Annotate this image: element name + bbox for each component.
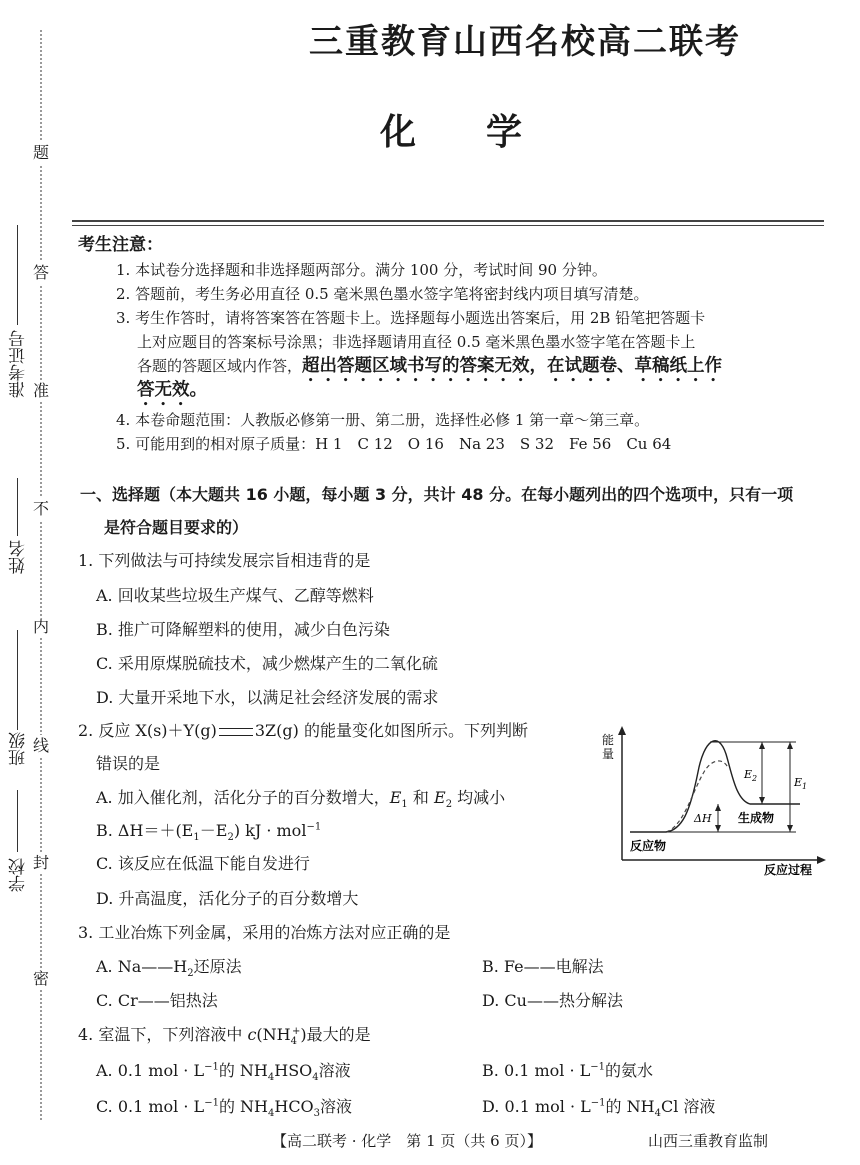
option: C. 0.1 mol · $L^{-1}$的 $NH_4HCO_3$溶液	[96, 1097, 353, 1120]
school-label: 学校	[9, 858, 29, 892]
section-heading: 一、选择题（本大题共 16 小题，每小题 3 分，共计 48 分。在每小题列出的四个选项中，只有一项	[80, 485, 794, 504]
option: B. Fe——电解法	[482, 957, 604, 976]
exam-title: 三重教育山西名校高二联考	[309, 22, 741, 62]
option: C. 采用原煤脱硫技术，减少燃煤产生的二氧化硫	[96, 654, 438, 673]
option: B. 0.1 mol · $L^{-1}$的氨水	[482, 1061, 654, 1080]
question-2-stem: 2. 反应 X(s)＋Y(g) 3Z(g) 的能量变化如图所示。下列判断	[78, 721, 528, 740]
seal-char: 封	[30, 852, 52, 874]
E2-label: $E_2$	[744, 768, 758, 783]
notice-item: 各题的答题区域内作答，超出答题区域书写的答案无效，在试题卷、草稿纸上作	[137, 356, 723, 376]
option: A. 0.1 mol · $L^{-1}$的 $NH_4HSO_4$溶液	[96, 1061, 351, 1084]
section-heading-cont: 是符合题目要求的）	[104, 518, 249, 537]
option: B. $\Delta H=+(E_1-E_2)$ kJ · mol$^{-1}$	[96, 821, 322, 844]
reactant-label: 反应物	[630, 839, 667, 853]
seal-char: 不	[30, 498, 52, 520]
notice-item: 1. 本试卷分选择题和非选择题两部分。满分 100 分，考试时间 90 分钟。	[116, 261, 607, 279]
notice-item: 3. 考生作答时，请将答案答在答题卡上。选择题每小题选出答案后，用 2B 铅笔把答题卡	[116, 309, 706, 327]
question-4-stem: 4. 室温下，下列溶液中 $c(NH_4^+)$最大的是	[78, 1025, 371, 1048]
seal-fill-line	[17, 478, 18, 536]
option: D. Cu——热分解法	[482, 991, 623, 1010]
seal-char: 线	[30, 735, 52, 757]
option: C. Cr——铝热法	[96, 991, 218, 1010]
option: D. 大量开采地下水，以满足社会经济发展的需求	[96, 688, 439, 707]
equilibrium-sign	[219, 728, 253, 736]
seal-dotted-line	[40, 30, 42, 1120]
option: A. $Na——H_2$还原法	[96, 957, 242, 980]
y-axis-label: 量	[602, 747, 615, 761]
option: C. 该反应在低温下能自发进行	[96, 854, 310, 873]
seal-fill-line	[17, 790, 18, 852]
emphasis-text: 答无效。	[137, 380, 207, 400]
E1-label: $E_1$	[794, 776, 808, 791]
seal-char: 内	[30, 616, 52, 638]
option: D. 0.1 mol · $L^{-1}$的 $NH_4Cl$ 溶液	[482, 1097, 716, 1120]
divider	[72, 220, 824, 222]
notice-item: 2. 答题前，考生务必用直径 0.5 毫米黑色墨水签字笔将密封线内项目填写清楚。	[116, 285, 649, 303]
option: A. 加入催化剂，活化分子的百分数增大，$E_1$ 和 $E_2$ 均减小	[96, 788, 506, 811]
dH-label: ΔH	[694, 812, 712, 825]
y-axis-arrow	[618, 726, 626, 735]
divider	[72, 225, 824, 226]
subject-title: 化学	[380, 112, 593, 153]
page-footer: 【高二联考 · 化学 第 1 页（共 6 页）】	[272, 1132, 542, 1150]
y-axis-label: 能	[602, 733, 615, 747]
seal-char: 密	[30, 968, 52, 990]
notice-item: 上对应题目的答案标号涂黑；非选择题请用直径 0.5 毫米黑色墨水签字笔在答题卡上	[137, 333, 696, 351]
product-label: 生成物	[738, 811, 775, 825]
question-2-stem-cont: 错误的是	[96, 754, 161, 773]
option: D. 升高温度，活化分子的百分数增大	[96, 889, 359, 908]
notice-heading: 考生注意：	[78, 235, 163, 255]
notice-item: 5. 可能用到的相对原子质量：H 1 C 12 O 16 Na 23 S 32 Fe 56 Cu 64	[116, 435, 672, 453]
seal-char: 题	[30, 142, 52, 164]
option: A. 回收某些垃圾生产煤气、乙醇等燃料	[96, 586, 374, 605]
notice-item: 4. 本卷命题范围：人教版必修第一册、第二册，选择性必修 1 第一章～第三章。	[116, 411, 650, 429]
x-axis-label: 反应过程	[764, 863, 813, 877]
seal-char: 答	[30, 262, 52, 284]
x-axis-arrow	[817, 856, 826, 864]
option: B. 推广可降解塑料的使用，减少白色污染	[96, 620, 390, 639]
exam-number-label: 准考证号	[9, 330, 29, 398]
name-label: 姓名	[9, 540, 29, 574]
question-1-stem: 1. 下列做法与可持续发展宗旨相违背的是	[78, 551, 371, 570]
seal-char: 准	[30, 380, 52, 402]
seal-fill-line	[17, 225, 18, 325]
publisher-mark: 山西三重教育监制	[648, 1132, 769, 1150]
notice-item	[137, 378, 207, 410]
emphasis-text: 超出答题区域书写的答案无效，在试题卷、草稿纸上作	[302, 356, 723, 376]
question-3-stem: 3. 工业冶炼下列金属，采用的冶炼方法对应正确的是	[78, 923, 451, 942]
class-label: 班级	[9, 732, 29, 766]
reaction-curve	[630, 741, 800, 832]
seal-fill-line	[17, 630, 18, 730]
energy-diagram	[600, 722, 828, 878]
